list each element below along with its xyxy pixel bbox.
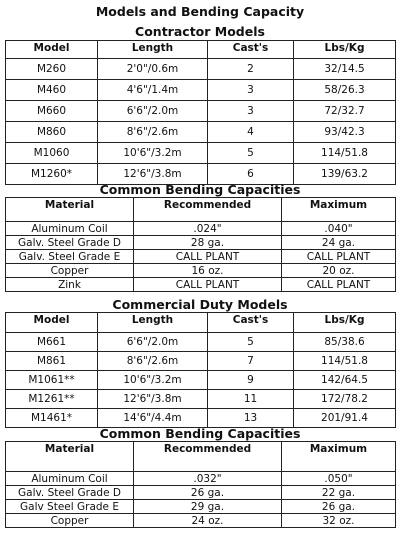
table-cell: 8'6"/2.6m (98, 352, 208, 371)
table-cell: M861 (6, 352, 98, 371)
table-cell: 58/26.3 (294, 80, 396, 101)
table-cell: .032" (134, 472, 282, 486)
table-cell: .024" (134, 222, 282, 236)
table-cell: 29 ga. (134, 500, 282, 514)
bending-capacities-title-2: Common Bending Capacities (99, 426, 301, 441)
table-cell: 172/78.2 (294, 390, 396, 409)
table-cell: M1461* (6, 409, 98, 428)
column-header: Cast's (208, 41, 294, 59)
table-cell: 14'6"/4.4m (98, 409, 208, 428)
table-cell: 24 ga. (282, 236, 396, 250)
table-cell: 5 (208, 143, 294, 164)
column-header: Length (98, 313, 208, 333)
table-cell: M1261** (6, 390, 98, 409)
table-cell: 26 ga. (134, 486, 282, 500)
table-cell: 93/42.3 (294, 122, 396, 143)
table-cell: 4 (208, 122, 294, 143)
column-header: Model (6, 41, 98, 59)
table-row (6, 409, 396, 428)
table-cell: Copper (6, 264, 134, 278)
table-cell: 26 ga. (282, 500, 396, 514)
table-row (6, 500, 396, 514)
table-cell: 11 (208, 390, 294, 409)
table-row (6, 122, 396, 143)
table-cell: M661 (6, 333, 98, 352)
table-cell: CALL PLANT (134, 278, 282, 292)
table-cell: M260 (6, 59, 98, 80)
table-cell: 3 (208, 80, 294, 101)
table-cell: Galv. Steel Grade E (6, 250, 134, 264)
table-header-row (6, 313, 396, 333)
table-cell: Aluminum Coil (6, 222, 134, 236)
bending-capacities-title: Common Bending Capacities (99, 182, 301, 197)
table-row (6, 80, 396, 101)
table-cell: 72/32.7 (294, 101, 396, 122)
table-row (6, 472, 396, 486)
column-header: Material (6, 198, 134, 222)
table-cell: 7 (208, 352, 294, 371)
table-cell: Copper (6, 514, 134, 528)
column-header: Maximum (282, 198, 396, 222)
table-cell: 9 (208, 371, 294, 390)
table-row (6, 352, 396, 371)
commercial-duty-models-table (5, 312, 396, 428)
table-cell: 6 (208, 164, 294, 185)
table-cell: M1061** (6, 371, 98, 390)
table-cell: 32 oz. (282, 514, 396, 528)
table-cell: Galv. Steel Grade D (6, 486, 134, 500)
table-row (6, 390, 396, 409)
table-header-row (6, 41, 396, 59)
table-cell: Aluminum Coil (6, 472, 134, 486)
table-row (6, 236, 396, 250)
table-cell: M860 (6, 122, 98, 143)
column-header: Maximum (282, 442, 396, 472)
table-cell: 12'6"/3.8m (98, 390, 208, 409)
table-cell: 2 (208, 59, 294, 80)
table-cell: .040" (282, 222, 396, 236)
column-header: Material (6, 442, 134, 472)
table-row (6, 278, 396, 292)
table-header-row (6, 198, 396, 222)
table-row (6, 250, 396, 264)
table-cell: M660 (6, 101, 98, 122)
table-cell: 10'6"/3.2m (98, 371, 208, 390)
table-cell: 114/51.8 (294, 143, 396, 164)
table-cell: 22 ga. (282, 486, 396, 500)
table-cell: 5 (208, 333, 294, 352)
table-cell: 32/14.5 (294, 59, 396, 80)
table-cell: CALL PLANT (282, 250, 396, 264)
table-cell: M1260* (6, 164, 98, 185)
table-row (6, 486, 396, 500)
table-cell: 142/64.5 (294, 371, 396, 390)
column-header: Lbs/Kg (294, 313, 396, 333)
table-row (6, 264, 396, 278)
table-cell: 201/91.4 (294, 409, 396, 428)
table-cell: 3 (208, 101, 294, 122)
table-cell: 20 oz. (282, 264, 396, 278)
column-header: Recommended (134, 442, 282, 472)
table-row (6, 222, 396, 236)
table-row (6, 371, 396, 390)
table-cell: 12'6"/3.8m (98, 164, 208, 185)
column-header: Cast's (208, 313, 294, 333)
table-cell: 139/63.2 (294, 164, 396, 185)
table-cell: Galv. Steel Grade D (6, 236, 134, 250)
table-cell: 6'6"/2.0m (98, 333, 208, 352)
table-cell: M460 (6, 80, 98, 101)
commercial-duty-models-title: Commercial Duty Models (112, 297, 288, 312)
table-cell: 2'0"/0.6m (98, 59, 208, 80)
table-cell: M1060 (6, 143, 98, 164)
table-cell: .050" (282, 472, 396, 486)
table-row (6, 514, 396, 528)
column-header: Recommended (134, 198, 282, 222)
table-cell: Zink (6, 278, 134, 292)
table-cell: CALL PLANT (282, 278, 396, 292)
table-row (6, 333, 396, 352)
table-cell: 28 ga. (134, 236, 282, 250)
table-cell: CALL PLANT (134, 250, 282, 264)
table-cell: 114/51.8 (294, 352, 396, 371)
table-cell: Galv Steel Grade E (6, 500, 134, 514)
table-row (6, 143, 396, 164)
table-cell: 16 oz. (134, 264, 282, 278)
column-header: Length (98, 41, 208, 59)
table-cell: 85/38.6 (294, 333, 396, 352)
column-header: Model (6, 313, 98, 333)
table-cell: 10'6"/3.2m (98, 143, 208, 164)
bending-capacities-table (5, 197, 396, 292)
column-header: Lbs/Kg (294, 41, 396, 59)
table-header-row (6, 442, 396, 472)
table-cell: 8'6"/2.6m (98, 122, 208, 143)
table-cell: 24 oz. (134, 514, 282, 528)
table-cell: 13 (208, 409, 294, 428)
table-cell: 6'6"/2.0m (98, 101, 208, 122)
table-cell: 4'6"/1.4m (98, 80, 208, 101)
contractor-models-title: Contractor Models (135, 24, 265, 39)
table-row (6, 59, 396, 80)
contractor-models-table (5, 40, 396, 185)
table-row (6, 101, 396, 122)
bending-capacities-table-2 (5, 441, 396, 528)
page-title: Models and Bending Capacity (95, 4, 305, 19)
